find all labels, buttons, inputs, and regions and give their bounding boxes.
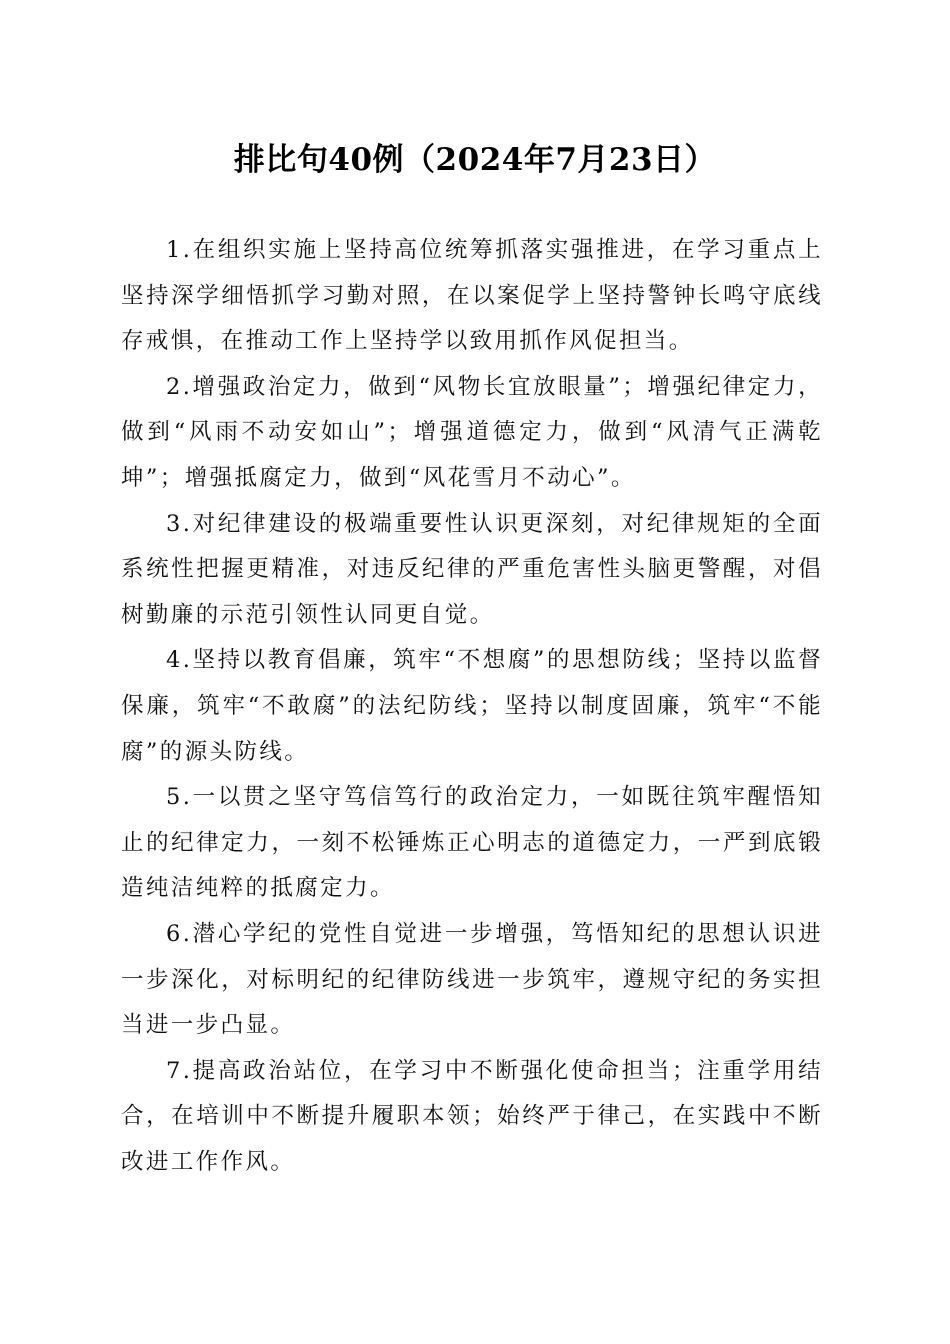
paragraph-2: 2.增强政治定力，做到“风物长宜放眼量”；增强纪律定力，做到“风雨不动安如山”；增强道德定力，做到“风清气正满乾坤”；增强抵腐定力，做到“风花雪月不动心”。 — [121, 373, 823, 491]
paragraph-3: 3.对纪律建设的极端重要性认识更深刻，对纪律规矩的全面系统性把握更精准，对违反纪律的严重危害性头脑更警醒，对倡树勤廉的示范引领性认同更自觉。 — [121, 510, 823, 628]
paragraph-7: 7.提高政治站位，在学习中不断强化使命担当；注重学用结合，在培训中不断提升履职本领；始终严于律己，在实践中不断改进工作作风。 — [121, 1057, 823, 1175]
paragraph-1: 1.在组织实施上坚持高位统筹抓落实强推进，在学习重点上坚持深学细悟抓学习勤对照，在以案促学上坚持警钟长鸣守底线存戒惧，在推动工作上坚持学以致用抓作风促担当。 — [121, 237, 823, 355]
paragraph-4: 4.坚持以教育倡廉，筑牢“不想腐”的思想防线；坚持以监督保廉，筑牢“不敢腐”的法纪防线；坚持以制度固廉，筑牢“不能腐”的源头防线。 — [121, 647, 823, 765]
document-title: 排比句40例（2024年7月23日） — [233, 142, 717, 178]
paragraph-5: 5.一以贯之坚守笃信笃行的政治定力，一如既往筑牢醒悟知止的纪律定力，一刻不松锤炼正心明志的道德定力，一严到底锻造纯洁纯粹的抵腐定力。 — [121, 784, 823, 902]
document-body — [121, 228, 823, 1185]
paragraph-6: 6.潜心学纪的党性自觉进一步增强，笃悟知纪的思想认识进一步深化，对标明纪的纪律防线进一步筑牢，遵规守纪的务实担当进一步凸显。 — [121, 920, 823, 1039]
